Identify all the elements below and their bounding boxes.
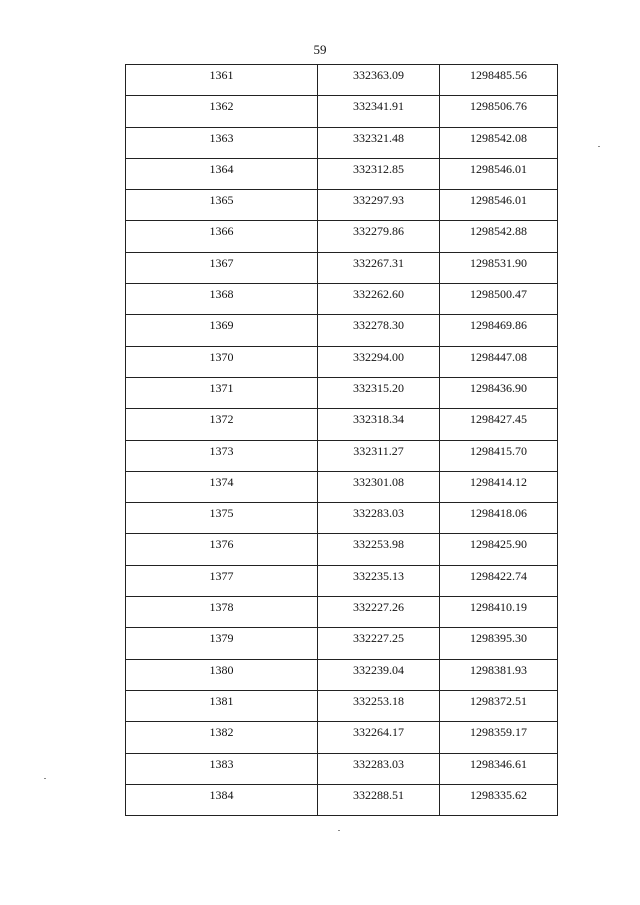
x-coordinate-cell (318, 158, 440, 189)
y-coordinate-cell (440, 753, 558, 784)
table-row (126, 753, 558, 784)
y-coordinate-cell (440, 659, 558, 690)
point-number-cell (126, 96, 318, 127)
point-number-cell (126, 503, 318, 534)
cell-text: 1372 (209, 412, 234, 427)
cell-text: 1384 (209, 787, 234, 802)
cell-text: 1382 (209, 725, 234, 740)
x-coordinate-cell (318, 534, 440, 565)
y-coordinate-cell (440, 597, 558, 628)
cell-text: 1298531.90 (470, 255, 527, 270)
y-coordinate-cell (440, 158, 558, 189)
table-row (126, 565, 558, 596)
table-row (126, 722, 558, 753)
table-row (126, 597, 558, 628)
cell-text: 332294.00 (353, 349, 404, 364)
cell-text: 332227.26 (353, 600, 404, 615)
scan-speck (598, 146, 600, 147)
y-coordinate-cell (440, 565, 558, 596)
cell-text: 1298410.19 (470, 600, 527, 615)
table-row (126, 440, 558, 471)
y-coordinate-cell (440, 315, 558, 346)
cell-text: 1377 (209, 568, 234, 583)
x-coordinate-cell (318, 628, 440, 659)
cell-text: 1298395.30 (470, 631, 527, 646)
point-number-cell (126, 471, 318, 502)
cell-text: 332262.60 (353, 287, 404, 302)
y-coordinate-cell (440, 284, 558, 315)
table-row (126, 190, 558, 221)
table-row (126, 628, 558, 659)
cell-text: 1298359.17 (470, 725, 527, 740)
cell-text: 332239.04 (353, 662, 404, 677)
table-row (126, 784, 558, 815)
cell-text: 1383 (209, 756, 234, 771)
table-row (126, 690, 558, 721)
table-row (126, 377, 558, 408)
scan-speck (44, 778, 46, 779)
point-number-cell (126, 565, 318, 596)
cell-text: 1373 (209, 443, 234, 458)
cell-text: 1298418.06 (470, 506, 527, 521)
table-row (126, 659, 558, 690)
cell-text: 332267.31 (353, 255, 404, 270)
cell-text: 1364 (209, 161, 234, 176)
table-row (126, 65, 558, 96)
cell-text: 332315.20 (353, 380, 404, 395)
point-number-cell (126, 315, 318, 346)
cell-text: 332311.27 (353, 443, 404, 458)
y-coordinate-cell (440, 252, 558, 283)
table-body (126, 65, 558, 816)
y-coordinate-cell (440, 440, 558, 471)
cell-text: 1363 (209, 130, 234, 145)
x-coordinate-cell (318, 127, 440, 158)
cell-text: 1361 (209, 68, 234, 82)
cell-text: 1298381.93 (470, 662, 527, 677)
point-number-cell (126, 221, 318, 252)
cell-text: 332318.34 (353, 412, 404, 427)
cell-text: 332279.86 (353, 224, 404, 239)
cell-text: 332297.93 (353, 193, 404, 208)
y-coordinate-cell (440, 346, 558, 377)
cell-text: 1298422.74 (470, 568, 527, 583)
cell-text: 1298546.01 (470, 161, 527, 176)
x-coordinate-cell (318, 96, 440, 127)
cell-text: 1370 (209, 349, 234, 364)
y-coordinate-cell (440, 96, 558, 127)
point-number-cell (126, 753, 318, 784)
y-coordinate-cell (440, 409, 558, 440)
x-coordinate-cell (318, 315, 440, 346)
cell-text: 332341.91 (353, 99, 404, 114)
cell-text: 332235.13 (353, 568, 404, 583)
x-coordinate-cell (318, 722, 440, 753)
table-row (126, 471, 558, 502)
cell-text: 1369 (209, 318, 234, 333)
y-coordinate-cell (440, 690, 558, 721)
cell-text: 1298436.90 (470, 380, 527, 395)
table-row (126, 346, 558, 377)
table-row (126, 315, 558, 346)
cell-text: 1298542.88 (470, 224, 527, 239)
point-number-cell (126, 440, 318, 471)
cell-text: 332253.98 (353, 537, 404, 552)
point-number-cell (126, 659, 318, 690)
cell-text: 332283.03 (353, 506, 404, 521)
x-coordinate-cell (318, 377, 440, 408)
y-coordinate-cell (440, 65, 558, 96)
x-coordinate-cell (318, 190, 440, 221)
scan-speck (338, 830, 340, 831)
point-number-cell (126, 65, 318, 96)
cell-text: 1380 (209, 662, 234, 677)
point-number-cell (126, 534, 318, 565)
y-coordinate-cell (440, 471, 558, 502)
cell-text: 1375 (209, 506, 234, 521)
cell-text: 1298372.51 (470, 693, 527, 708)
y-coordinate-cell (440, 377, 558, 408)
x-coordinate-cell (318, 659, 440, 690)
point-number-cell (126, 346, 318, 377)
x-coordinate-cell (318, 471, 440, 502)
y-coordinate-cell (440, 784, 558, 815)
cell-text: 332264.17 (353, 725, 404, 740)
table-row (126, 503, 558, 534)
cell-text: 1298447.08 (470, 349, 527, 364)
cell-text: 1298427.45 (470, 412, 527, 427)
cell-text: 1367 (209, 255, 234, 270)
x-coordinate-cell (318, 690, 440, 721)
y-coordinate-cell (440, 127, 558, 158)
cell-text: 332301.08 (353, 474, 404, 489)
cell-text: 1371 (209, 380, 234, 395)
x-coordinate-cell (318, 284, 440, 315)
cell-text: 1374 (209, 474, 234, 489)
cell-text: 1366 (209, 224, 234, 239)
point-number-cell (126, 597, 318, 628)
page-number: 59 (313, 42, 327, 57)
cell-text: 332278.30 (353, 318, 404, 333)
x-coordinate-cell (318, 565, 440, 596)
cell-text: 1298542.08 (470, 130, 527, 145)
cell-text: 332288.51 (353, 787, 404, 802)
cell-text: 1298469.86 (470, 318, 527, 333)
table-row (126, 96, 558, 127)
point-number-cell (126, 190, 318, 221)
cell-text: 1298335.62 (470, 787, 527, 802)
point-number-cell (126, 284, 318, 315)
coordinates-table (125, 64, 558, 816)
cell-text: 332321.48 (353, 130, 404, 145)
cell-text: 332363.09 (353, 68, 404, 82)
x-coordinate-cell (318, 346, 440, 377)
cell-text: 1376 (209, 537, 234, 552)
y-coordinate-cell (440, 190, 558, 221)
cell-text: 332283.03 (353, 756, 404, 771)
cell-text: 332312.85 (353, 161, 404, 176)
cell-text: 1298546.01 (470, 193, 527, 208)
cell-text: 1298415.70 (470, 443, 527, 458)
x-coordinate-cell (318, 753, 440, 784)
x-coordinate-cell (318, 503, 440, 534)
cell-text: 1365 (209, 193, 234, 208)
table-row (126, 409, 558, 440)
point-number-cell (126, 722, 318, 753)
cell-text: 1298485.56 (470, 68, 527, 82)
table-row (126, 284, 558, 315)
y-coordinate-cell (440, 503, 558, 534)
cell-text: 1298425.90 (470, 537, 527, 552)
cell-text: 332227.25 (353, 631, 404, 646)
table-row (126, 158, 558, 189)
point-number-cell (126, 127, 318, 158)
x-coordinate-cell (318, 597, 440, 628)
table-row (126, 127, 558, 158)
table-row (126, 252, 558, 283)
cell-text: 1368 (209, 287, 234, 302)
cell-text: 332253.18 (353, 693, 404, 708)
table-row (126, 221, 558, 252)
point-number-cell (126, 690, 318, 721)
y-coordinate-cell (440, 221, 558, 252)
cell-text: 1362 (209, 99, 234, 114)
point-number-cell (126, 409, 318, 440)
cell-text: 1298506.76 (470, 99, 527, 114)
x-coordinate-cell (318, 221, 440, 252)
table-row (126, 534, 558, 565)
y-coordinate-cell (440, 534, 558, 565)
point-number-cell (126, 628, 318, 659)
y-coordinate-cell (440, 628, 558, 659)
point-number-cell (126, 158, 318, 189)
y-coordinate-cell (440, 722, 558, 753)
cell-text: 1379 (209, 631, 234, 646)
x-coordinate-cell (318, 784, 440, 815)
x-coordinate-cell (318, 440, 440, 471)
cell-text: 1381 (209, 693, 234, 708)
x-coordinate-cell (318, 65, 440, 96)
cell-text: 1298500.47 (470, 287, 527, 302)
point-number-cell (126, 377, 318, 408)
cell-text: 1298414.12 (470, 474, 527, 489)
cell-text: 1378 (209, 600, 234, 615)
x-coordinate-cell (318, 409, 440, 440)
point-number-cell (126, 252, 318, 283)
cell-text: 1298346.61 (470, 756, 527, 771)
x-coordinate-cell (318, 252, 440, 283)
point-number-cell (126, 784, 318, 815)
